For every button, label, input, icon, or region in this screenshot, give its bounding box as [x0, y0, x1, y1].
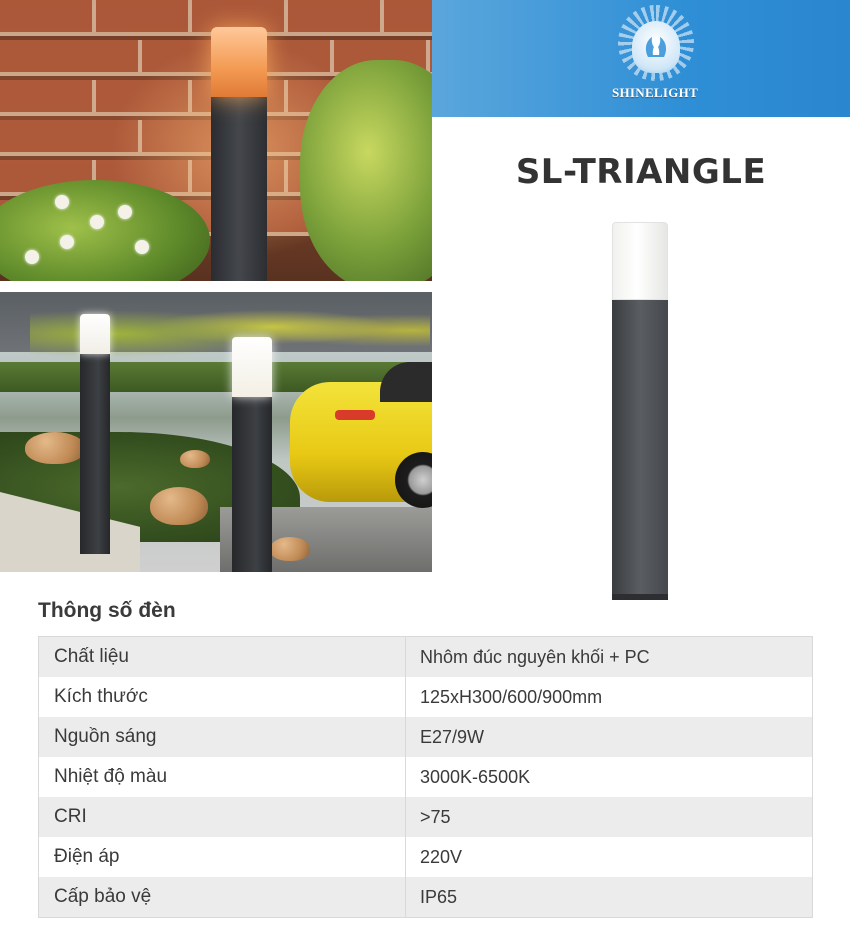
- spec-label: Nhiệt độ màu: [39, 757, 406, 797]
- spec-label: Chất liệu: [39, 637, 406, 677]
- spec-table: [38, 636, 813, 918]
- spec-value: 3000K-6500K: [420, 766, 531, 787]
- brand-logo-text: SHINELIGHT: [611, 85, 699, 100]
- table-row: [39, 837, 812, 877]
- product-photo-brick-wall: [0, 0, 432, 281]
- spec-heading: Thông số đèn: [38, 599, 176, 622]
- spec-value: 220V: [420, 846, 463, 867]
- brand-header: [432, 0, 850, 117]
- table-row: [39, 717, 812, 757]
- table-row: [39, 677, 812, 717]
- table-row: [39, 637, 812, 677]
- spec-value: 125xH300/600/900mm: [420, 686, 603, 707]
- table-row: [39, 757, 812, 797]
- spec-label: Cấp bảo vệ: [39, 877, 406, 917]
- product-name: SL-TRIANGLE: [515, 152, 767, 192]
- product-photo-driveway: [0, 292, 432, 572]
- spec-label: Kích thước: [39, 677, 406, 717]
- product-image: [600, 222, 680, 602]
- spec-value: E27/9W: [420, 726, 485, 747]
- shinelight-logo: [600, 5, 710, 110]
- spec-value: >75: [420, 806, 451, 827]
- spec-label: Nguồn sáng: [39, 717, 406, 757]
- spec-label: CRI: [39, 797, 406, 837]
- table-row: [39, 797, 812, 837]
- spec-value: IP65: [420, 886, 458, 907]
- table-row: [39, 877, 812, 917]
- spec-value: Nhôm đúc nguyên khối + PC: [420, 646, 650, 667]
- spec-label: Điện áp: [39, 837, 406, 877]
- hand-flame-icon: [640, 31, 672, 63]
